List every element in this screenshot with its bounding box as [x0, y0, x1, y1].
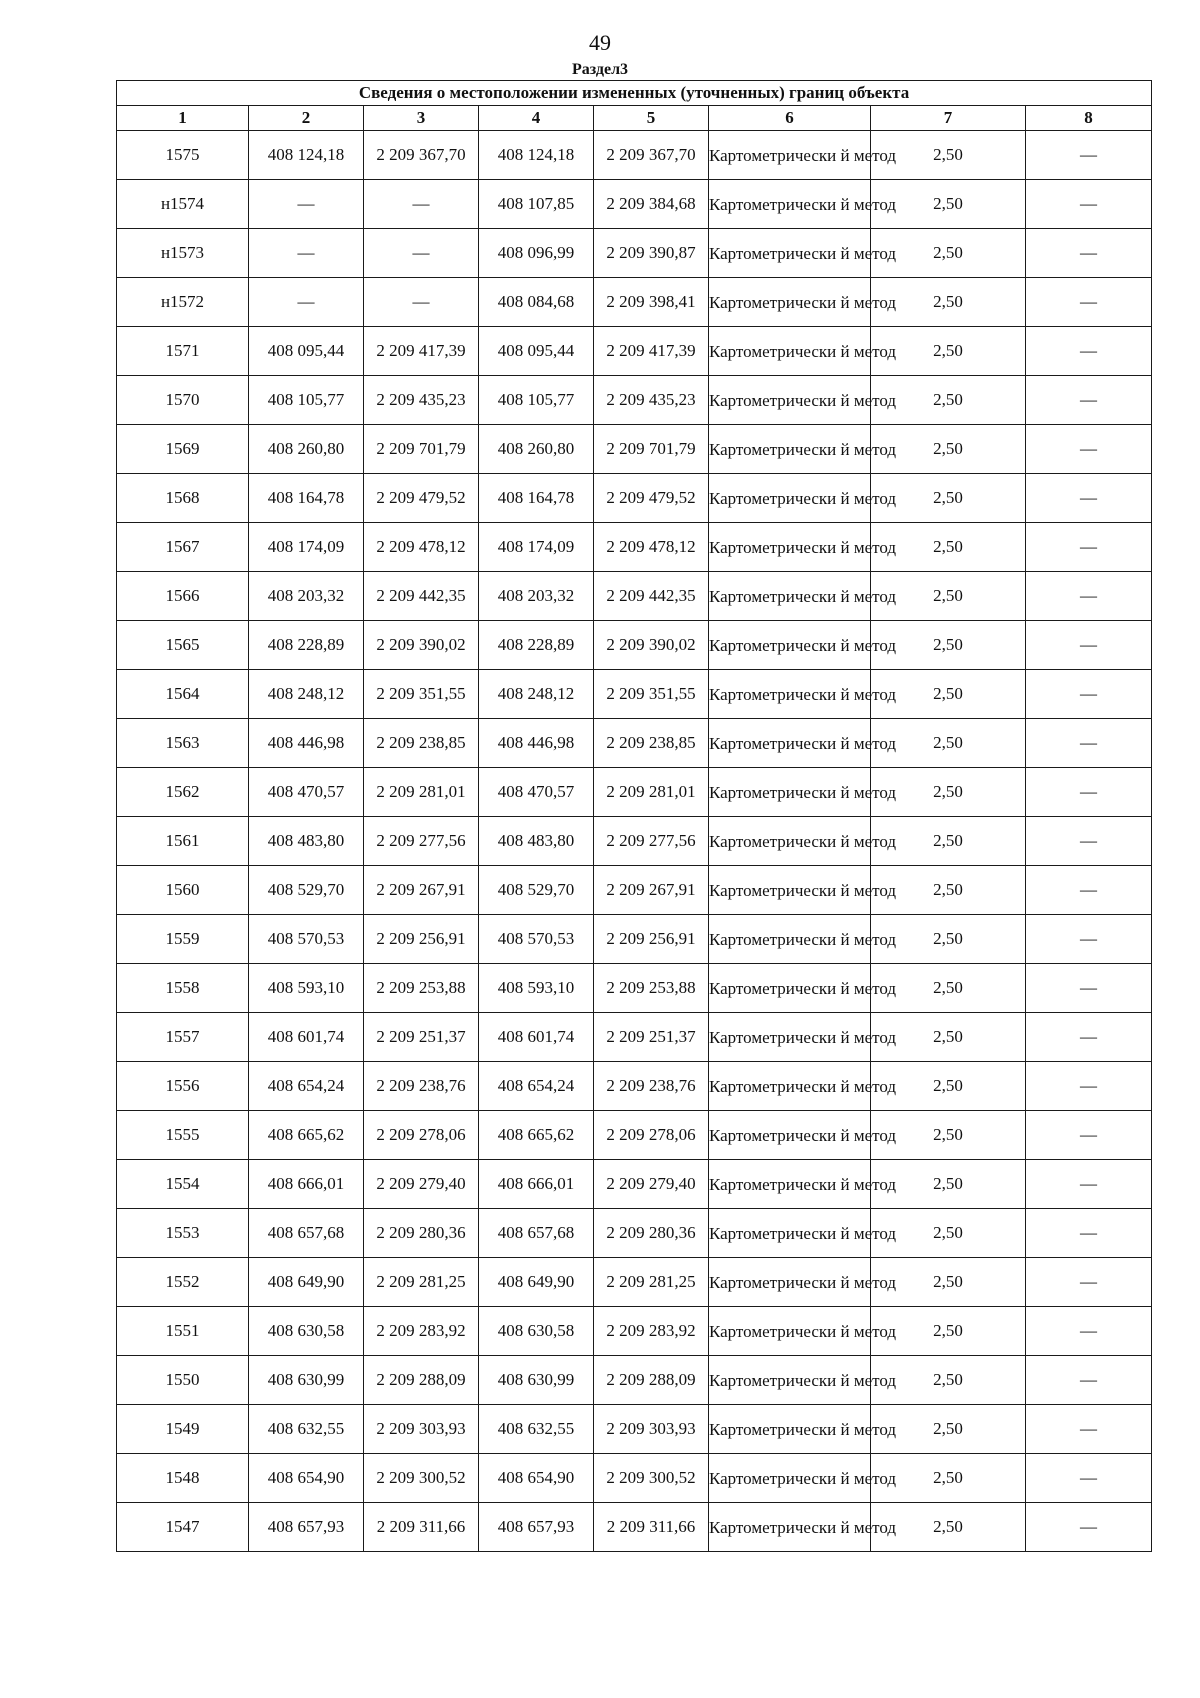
method-cell: Картометрически й метод: [709, 229, 871, 278]
accuracy-cell: 2,50: [871, 131, 1026, 180]
old-y-cell: —: [364, 278, 479, 327]
column-number: 7: [871, 106, 1026, 131]
column-number: 5: [594, 106, 709, 131]
old-y-cell: 2 209 303,93: [364, 1405, 479, 1454]
method-cell: Картометрически й метод: [709, 1160, 871, 1209]
point-number-cell: 1553: [117, 1209, 249, 1258]
new-x-cell: 408 260,80: [479, 425, 594, 474]
new-x-cell: 408 203,32: [479, 572, 594, 621]
description-cell: —: [1026, 180, 1152, 229]
accuracy-cell: 2,50: [871, 1160, 1026, 1209]
description-cell: —: [1026, 1013, 1152, 1062]
accuracy-cell: 2,50: [871, 278, 1026, 327]
accuracy-cell: 2,50: [871, 1013, 1026, 1062]
column-number: 3: [364, 106, 479, 131]
method-cell: Картометрически й метод: [709, 572, 871, 621]
description-cell: —: [1026, 523, 1152, 572]
table-row: [117, 670, 1152, 719]
old-x-cell: 408 657,68: [249, 1209, 364, 1258]
old-y-cell: 2 209 279,40: [364, 1160, 479, 1209]
method-cell: Картометрически й метод: [709, 474, 871, 523]
description-cell: —: [1026, 964, 1152, 1013]
method-cell: Картометрически й метод: [709, 1356, 871, 1405]
table-row: [117, 1013, 1152, 1062]
table-body: [117, 131, 1152, 1552]
method-cell: Картометрически й метод: [709, 915, 871, 964]
point-number-cell: 1559: [117, 915, 249, 964]
new-x-cell: 408 095,44: [479, 327, 594, 376]
table-row: [117, 1454, 1152, 1503]
new-y-cell: 2 209 256,91: [594, 915, 709, 964]
column-number-row: [117, 106, 1152, 131]
new-y-cell: 2 209 311,66: [594, 1503, 709, 1552]
description-cell: —: [1026, 719, 1152, 768]
old-x-cell: 408 649,90: [249, 1258, 364, 1307]
description-cell: —: [1026, 474, 1152, 523]
old-x-cell: 408 248,12: [249, 670, 364, 719]
old-x-cell: 408 570,53: [249, 915, 364, 964]
accuracy-cell: 2,50: [871, 621, 1026, 670]
new-y-cell: 2 209 442,35: [594, 572, 709, 621]
old-y-cell: 2 209 256,91: [364, 915, 479, 964]
accuracy-cell: 2,50: [871, 1111, 1026, 1160]
point-number-cell: 1550: [117, 1356, 249, 1405]
old-x-cell: 408 095,44: [249, 327, 364, 376]
new-y-cell: 2 209 277,56: [594, 817, 709, 866]
old-x-cell: 408 657,93: [249, 1503, 364, 1552]
accuracy-cell: 2,50: [871, 572, 1026, 621]
accuracy-cell: 2,50: [871, 1503, 1026, 1552]
new-x-cell: 408 649,90: [479, 1258, 594, 1307]
new-x-cell: 408 632,55: [479, 1405, 594, 1454]
method-cell: Картометрически й метод: [709, 131, 871, 180]
description-cell: —: [1026, 866, 1152, 915]
old-y-cell: 2 209 390,02: [364, 621, 479, 670]
new-x-cell: 408 529,70: [479, 866, 594, 915]
accuracy-cell: 2,50: [871, 425, 1026, 474]
old-y-cell: 2 209 701,79: [364, 425, 479, 474]
new-y-cell: 2 209 390,02: [594, 621, 709, 670]
column-number: 4: [479, 106, 594, 131]
old-y-cell: —: [364, 180, 479, 229]
new-y-cell: 2 209 283,92: [594, 1307, 709, 1356]
point-number-cell: н1574: [117, 180, 249, 229]
old-x-cell: 408 654,24: [249, 1062, 364, 1111]
new-y-cell: 2 209 267,91: [594, 866, 709, 915]
new-y-cell: 2 209 300,52: [594, 1454, 709, 1503]
table-row: [117, 523, 1152, 572]
new-x-cell: 408 601,74: [479, 1013, 594, 1062]
description-cell: —: [1026, 817, 1152, 866]
point-number-cell: 1557: [117, 1013, 249, 1062]
new-y-cell: 2 209 253,88: [594, 964, 709, 1013]
new-x-cell: 408 470,57: [479, 768, 594, 817]
method-cell: Картометрически й метод: [709, 670, 871, 719]
new-y-cell: 2 209 281,25: [594, 1258, 709, 1307]
new-x-cell: 408 654,90: [479, 1454, 594, 1503]
old-y-cell: 2 209 280,36: [364, 1209, 479, 1258]
point-number-cell: 1571: [117, 327, 249, 376]
method-cell: Картометрически й метод: [709, 376, 871, 425]
accuracy-cell: 2,50: [871, 1356, 1026, 1405]
description-cell: —: [1026, 1454, 1152, 1503]
method-cell: Картометрически й метод: [709, 866, 871, 915]
accuracy-cell: 2,50: [871, 1258, 1026, 1307]
description-cell: —: [1026, 1160, 1152, 1209]
description-cell: —: [1026, 425, 1152, 474]
table-row: [117, 1209, 1152, 1258]
old-y-cell: —: [364, 229, 479, 278]
point-number-cell: 1566: [117, 572, 249, 621]
description-cell: —: [1026, 670, 1152, 719]
new-x-cell: 408 593,10: [479, 964, 594, 1013]
new-y-cell: 2 209 417,39: [594, 327, 709, 376]
table-row: [117, 131, 1152, 180]
point-number-cell: 1575: [117, 131, 249, 180]
new-y-cell: 2 209 390,87: [594, 229, 709, 278]
description-cell: —: [1026, 1062, 1152, 1111]
old-y-cell: 2 209 300,52: [364, 1454, 479, 1503]
accuracy-cell: 2,50: [871, 817, 1026, 866]
new-y-cell: 2 209 367,70: [594, 131, 709, 180]
old-x-cell: 408 124,18: [249, 131, 364, 180]
method-cell: Картометрически й метод: [709, 1013, 871, 1062]
new-y-cell: 2 209 435,23: [594, 376, 709, 425]
old-x-cell: 408 665,62: [249, 1111, 364, 1160]
new-x-cell: 408 483,80: [479, 817, 594, 866]
accuracy-cell: 2,50: [871, 670, 1026, 719]
method-cell: Картометрически й метод: [709, 964, 871, 1013]
new-y-cell: 2 209 281,01: [594, 768, 709, 817]
description-cell: —: [1026, 1356, 1152, 1405]
table-row: [117, 1062, 1152, 1111]
table-row: [117, 915, 1152, 964]
column-number: 8: [1026, 106, 1152, 131]
new-x-cell: 408 228,89: [479, 621, 594, 670]
new-y-cell: 2 209 238,76: [594, 1062, 709, 1111]
method-cell: Картометрически й метод: [709, 523, 871, 572]
table-row: [117, 1160, 1152, 1209]
new-y-cell: 2 209 701,79: [594, 425, 709, 474]
table-row: [117, 719, 1152, 768]
table-row: [117, 474, 1152, 523]
method-cell: Картометрически й метод: [709, 1209, 871, 1258]
accuracy-cell: 2,50: [871, 964, 1026, 1013]
column-number: 2: [249, 106, 364, 131]
new-x-cell: 408 124,18: [479, 131, 594, 180]
point-number-cell: н1573: [117, 229, 249, 278]
point-number-cell: 1561: [117, 817, 249, 866]
method-cell: Картометрически й метод: [709, 1062, 871, 1111]
accuracy-cell: 2,50: [871, 474, 1026, 523]
old-y-cell: 2 209 267,91: [364, 866, 479, 915]
new-x-cell: 408 657,68: [479, 1209, 594, 1258]
new-y-cell: 2 209 238,85: [594, 719, 709, 768]
new-x-cell: 408 666,01: [479, 1160, 594, 1209]
method-cell: Картометрически й метод: [709, 719, 871, 768]
point-number-cell: 1560: [117, 866, 249, 915]
description-cell: —: [1026, 131, 1152, 180]
method-cell: Картометрически й метод: [709, 1258, 871, 1307]
table-row: [117, 278, 1152, 327]
old-x-cell: —: [249, 229, 364, 278]
old-y-cell: 2 209 238,76: [364, 1062, 479, 1111]
point-number-cell: 1565: [117, 621, 249, 670]
table-row: [117, 964, 1152, 1013]
point-number-cell: 1564: [117, 670, 249, 719]
table-row: [117, 327, 1152, 376]
table-title: Сведения о местоположении измененных (уточненных) границ объекта: [117, 81, 1152, 106]
description-cell: —: [1026, 1209, 1152, 1258]
old-x-cell: 408 601,74: [249, 1013, 364, 1062]
old-y-cell: 2 209 417,39: [364, 327, 479, 376]
new-x-cell: 408 174,09: [479, 523, 594, 572]
table-row: [117, 425, 1152, 474]
point-number-cell: 1570: [117, 376, 249, 425]
old-y-cell: 2 209 435,23: [364, 376, 479, 425]
old-x-cell: 408 260,80: [249, 425, 364, 474]
table-row: [117, 376, 1152, 425]
table-row: [117, 1503, 1152, 1552]
method-cell: Картометрически й метод: [709, 1307, 871, 1356]
method-cell: Картометрически й метод: [709, 425, 871, 474]
point-number-cell: 1551: [117, 1307, 249, 1356]
page-number: 49: [589, 30, 611, 55]
description-cell: —: [1026, 1307, 1152, 1356]
old-x-cell: 408 228,89: [249, 621, 364, 670]
new-x-cell: 408 446,98: [479, 719, 594, 768]
old-x-cell: 408 446,98: [249, 719, 364, 768]
new-y-cell: 2 209 478,12: [594, 523, 709, 572]
point-number-cell: 1569: [117, 425, 249, 474]
point-number-cell: н1572: [117, 278, 249, 327]
method-cell: Картометрически й метод: [709, 768, 871, 817]
accuracy-cell: 2,50: [871, 180, 1026, 229]
accuracy-cell: 2,50: [871, 719, 1026, 768]
new-y-cell: 2 209 384,68: [594, 180, 709, 229]
old-x-cell: 408 470,57: [249, 768, 364, 817]
method-cell: Картометрически й метод: [709, 621, 871, 670]
new-y-cell: 2 209 278,06: [594, 1111, 709, 1160]
point-number-cell: 1555: [117, 1111, 249, 1160]
old-y-cell: 2 209 478,12: [364, 523, 479, 572]
description-cell: —: [1026, 1258, 1152, 1307]
accuracy-cell: 2,50: [871, 1209, 1026, 1258]
description-cell: —: [1026, 915, 1152, 964]
new-x-cell: 408 630,58: [479, 1307, 594, 1356]
old-x-cell: 408 174,09: [249, 523, 364, 572]
new-y-cell: 2 209 280,36: [594, 1209, 709, 1258]
description-cell: —: [1026, 229, 1152, 278]
table-row: [117, 180, 1152, 229]
new-x-cell: 408 630,99: [479, 1356, 594, 1405]
accuracy-cell: 2,50: [871, 1454, 1026, 1503]
new-y-cell: 2 209 279,40: [594, 1160, 709, 1209]
new-x-cell: 408 248,12: [479, 670, 594, 719]
old-x-cell: 408 630,99: [249, 1356, 364, 1405]
method-cell: Картометрически й метод: [709, 1503, 871, 1552]
description-cell: —: [1026, 1503, 1152, 1552]
old-x-cell: —: [249, 180, 364, 229]
table-row: [117, 768, 1152, 817]
accuracy-cell: 2,50: [871, 376, 1026, 425]
old-y-cell: 2 209 238,85: [364, 719, 479, 768]
accuracy-cell: 2,50: [871, 327, 1026, 376]
table-row: [117, 1356, 1152, 1405]
new-y-cell: 2 209 303,93: [594, 1405, 709, 1454]
old-y-cell: 2 209 278,06: [364, 1111, 479, 1160]
table-row: [117, 572, 1152, 621]
old-x-cell: 408 105,77: [249, 376, 364, 425]
old-x-cell: 408 666,01: [249, 1160, 364, 1209]
point-number-cell: 1567: [117, 523, 249, 572]
old-y-cell: 2 209 367,70: [364, 131, 479, 180]
new-x-cell: 408 570,53: [479, 915, 594, 964]
accuracy-cell: 2,50: [871, 1307, 1026, 1356]
new-y-cell: 2 209 398,41: [594, 278, 709, 327]
method-cell: Картометрически й метод: [709, 278, 871, 327]
accuracy-cell: 2,50: [871, 1062, 1026, 1111]
accuracy-cell: 2,50: [871, 523, 1026, 572]
old-y-cell: 2 209 311,66: [364, 1503, 479, 1552]
new-y-cell: 2 209 288,09: [594, 1356, 709, 1405]
point-number-cell: 1558: [117, 964, 249, 1013]
method-cell: Картометрически й метод: [709, 180, 871, 229]
old-y-cell: 2 209 251,37: [364, 1013, 479, 1062]
point-number-cell: 1556: [117, 1062, 249, 1111]
old-x-cell: 408 483,80: [249, 817, 364, 866]
table-row: [117, 1307, 1152, 1356]
accuracy-cell: 2,50: [871, 229, 1026, 278]
new-x-cell: 408 657,93: [479, 1503, 594, 1552]
table-row: [117, 1111, 1152, 1160]
table-row: [117, 1405, 1152, 1454]
new-x-cell: 408 105,77: [479, 376, 594, 425]
old-y-cell: 2 209 288,09: [364, 1356, 479, 1405]
new-x-cell: 408 654,24: [479, 1062, 594, 1111]
description-cell: —: [1026, 376, 1152, 425]
old-y-cell: 2 209 351,55: [364, 670, 479, 719]
old-y-cell: 2 209 479,52: [364, 474, 479, 523]
description-cell: —: [1026, 621, 1152, 670]
column-number: 6: [709, 106, 871, 131]
point-number-cell: 1568: [117, 474, 249, 523]
point-number-cell: 1562: [117, 768, 249, 817]
table-row: [117, 817, 1152, 866]
description-cell: —: [1026, 278, 1152, 327]
new-y-cell: 2 209 479,52: [594, 474, 709, 523]
old-x-cell: 408 632,55: [249, 1405, 364, 1454]
old-x-cell: 408 203,32: [249, 572, 364, 621]
old-x-cell: 408 654,90: [249, 1454, 364, 1503]
method-cell: Картометрически й метод: [709, 327, 871, 376]
table-row: [117, 866, 1152, 915]
table-row: [117, 1258, 1152, 1307]
old-x-cell: 408 593,10: [249, 964, 364, 1013]
old-y-cell: 2 209 281,25: [364, 1258, 479, 1307]
old-x-cell: —: [249, 278, 364, 327]
description-cell: —: [1026, 1405, 1152, 1454]
accuracy-cell: 2,50: [871, 1405, 1026, 1454]
description-cell: —: [1026, 768, 1152, 817]
new-x-cell: 408 107,85: [479, 180, 594, 229]
old-y-cell: 2 209 281,01: [364, 768, 479, 817]
method-cell: Картометрически й метод: [709, 1405, 871, 1454]
new-y-cell: 2 209 351,55: [594, 670, 709, 719]
point-number-cell: 1554: [117, 1160, 249, 1209]
old-y-cell: 2 209 277,56: [364, 817, 479, 866]
column-number: 1: [117, 106, 249, 131]
old-x-cell: 408 630,58: [249, 1307, 364, 1356]
point-number-cell: 1548: [117, 1454, 249, 1503]
table-row: [117, 229, 1152, 278]
old-y-cell: 2 209 442,35: [364, 572, 479, 621]
new-x-cell: 408 084,68: [479, 278, 594, 327]
point-number-cell: 1563: [117, 719, 249, 768]
table-title-row: [117, 81, 1152, 106]
old-x-cell: 408 164,78: [249, 474, 364, 523]
description-cell: —: [1026, 1111, 1152, 1160]
point-number-cell: 1552: [117, 1258, 249, 1307]
accuracy-cell: 2,50: [871, 915, 1026, 964]
boundary-table: [116, 80, 1152, 1552]
point-number-cell: 1549: [117, 1405, 249, 1454]
accuracy-cell: 2,50: [871, 768, 1026, 817]
method-cell: Картометрически й метод: [709, 1111, 871, 1160]
section-label: Раздел3: [571, 61, 629, 78]
old-y-cell: 2 209 253,88: [364, 964, 479, 1013]
point-number-cell: 1547: [117, 1503, 249, 1552]
description-cell: —: [1026, 327, 1152, 376]
old-x-cell: 408 529,70: [249, 866, 364, 915]
description-cell: —: [1026, 572, 1152, 621]
old-y-cell: 2 209 283,92: [364, 1307, 479, 1356]
method-cell: Картометрически й метод: [709, 817, 871, 866]
new-x-cell: 408 164,78: [479, 474, 594, 523]
new-y-cell: 2 209 251,37: [594, 1013, 709, 1062]
new-x-cell: 408 096,99: [479, 229, 594, 278]
new-x-cell: 408 665,62: [479, 1111, 594, 1160]
table-row: [117, 621, 1152, 670]
accuracy-cell: 2,50: [871, 866, 1026, 915]
method-cell: Картометрически й метод: [709, 1454, 871, 1503]
